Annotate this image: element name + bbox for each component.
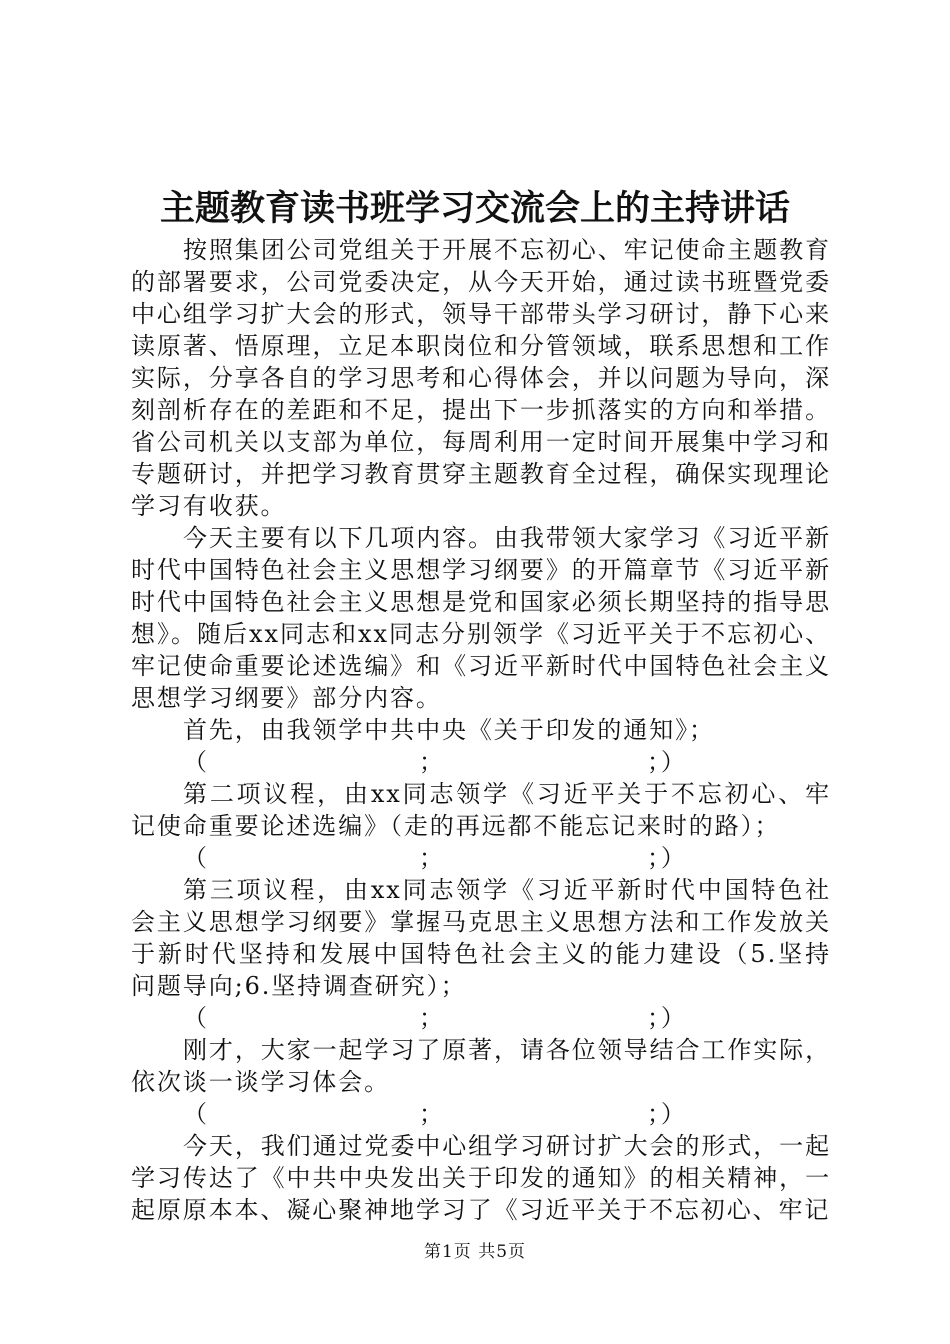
placeholder-line-1 xyxy=(131,746,831,778)
placeholder-close: ；） xyxy=(647,748,687,776)
paragraph-intro: 按照集团公司党组关于开展不忘初心、牢记使命主题教育的部署要求，公司党委决定，从今天开始，通过读书班暨党委中心组学习扩大会的形式，领导干部带头学习研讨，静下心来读原著、悟原理，立足本职岗位和分管领域，联系思想和工作实际，分享各自的学习思考和心得体会，并以问题为导向，深刻剖析存在的差距和不足，提出下一步抓落实的方向和举措。省公司机关以支部为单位，每周利用一定时间开展集中学习和专题研讨，并把学习教育贯穿主题教育全过程，确保实现理论学习有收获。 xyxy=(131,236,831,520)
placeholder-line-2 xyxy=(131,842,831,874)
paragraph-summary: 今天，我们通过党委中心组学习研讨扩大会的形式，一起学习传达了《中共中央发出关于印发的通知》的相关精神，一起原原本本、凝心聚神地学习了《习近平关于不忘初心、牢记 xyxy=(131,1132,831,1224)
paragraph-discussion: 刚才，大家一起学习了原著，请各位领导结合工作实际，依次谈一谈学习体会。 xyxy=(131,1036,831,1096)
placeholder-mid: ； xyxy=(419,1100,445,1128)
placeholder-line-4 xyxy=(131,1098,831,1130)
placeholder-close: ；） xyxy=(647,1100,687,1128)
paragraph-third-item: 第三项议程，由xx同志领学《习近平新时代中国特色社会主义思想学习纲要》掌握马克思主义思想方法和工作发放关于新时代坚持和发展中国特色社会主义的能力建设（5.坚持问题导向;6.坚持调查研究）； xyxy=(131,876,831,1000)
placeholder-open: （ xyxy=(183,844,209,872)
document-body xyxy=(131,234,831,1226)
paragraph-second-item: 第二项议程，由xx同志领学《习近平关于不忘初心、牢记使命重要论述选编》（走的再远都不能忘记来时的路）； xyxy=(131,780,831,840)
paragraph-first-item: 首先，由我领学中共中央《关于印发的通知》； xyxy=(183,716,715,744)
placeholder-mid: ； xyxy=(419,748,445,776)
paragraph-agenda: 今天主要有以下几项内容。由我带领大家学习《习近平新时代中国特色社会主义思想学习纲要》的开篇章节《习近平新时代中国特色社会主义思想是党和国家必须长期坚持的指导思想》。随后xx同志和xx同志分别领学《习近平关于不忘初心、牢记使命重要论述选编》和《习近平新时代中国特色社会主义思想学习纲要》部分内容。 xyxy=(131,524,831,712)
placeholder-open: （ xyxy=(183,748,209,776)
page-number-footer: 第1页 共5页 xyxy=(423,1242,527,1262)
placeholder-mid: ； xyxy=(419,1004,445,1032)
placeholder-mid: ； xyxy=(419,844,445,872)
placeholder-open: （ xyxy=(183,1100,209,1128)
document-title: 主题教育读书班学习交流会上的主持讲话 xyxy=(159,188,790,229)
placeholder-close: ；） xyxy=(647,844,687,872)
placeholder-open: （ xyxy=(183,1004,209,1032)
placeholder-line-3 xyxy=(131,1002,831,1034)
placeholder-close: ；） xyxy=(647,1004,687,1032)
